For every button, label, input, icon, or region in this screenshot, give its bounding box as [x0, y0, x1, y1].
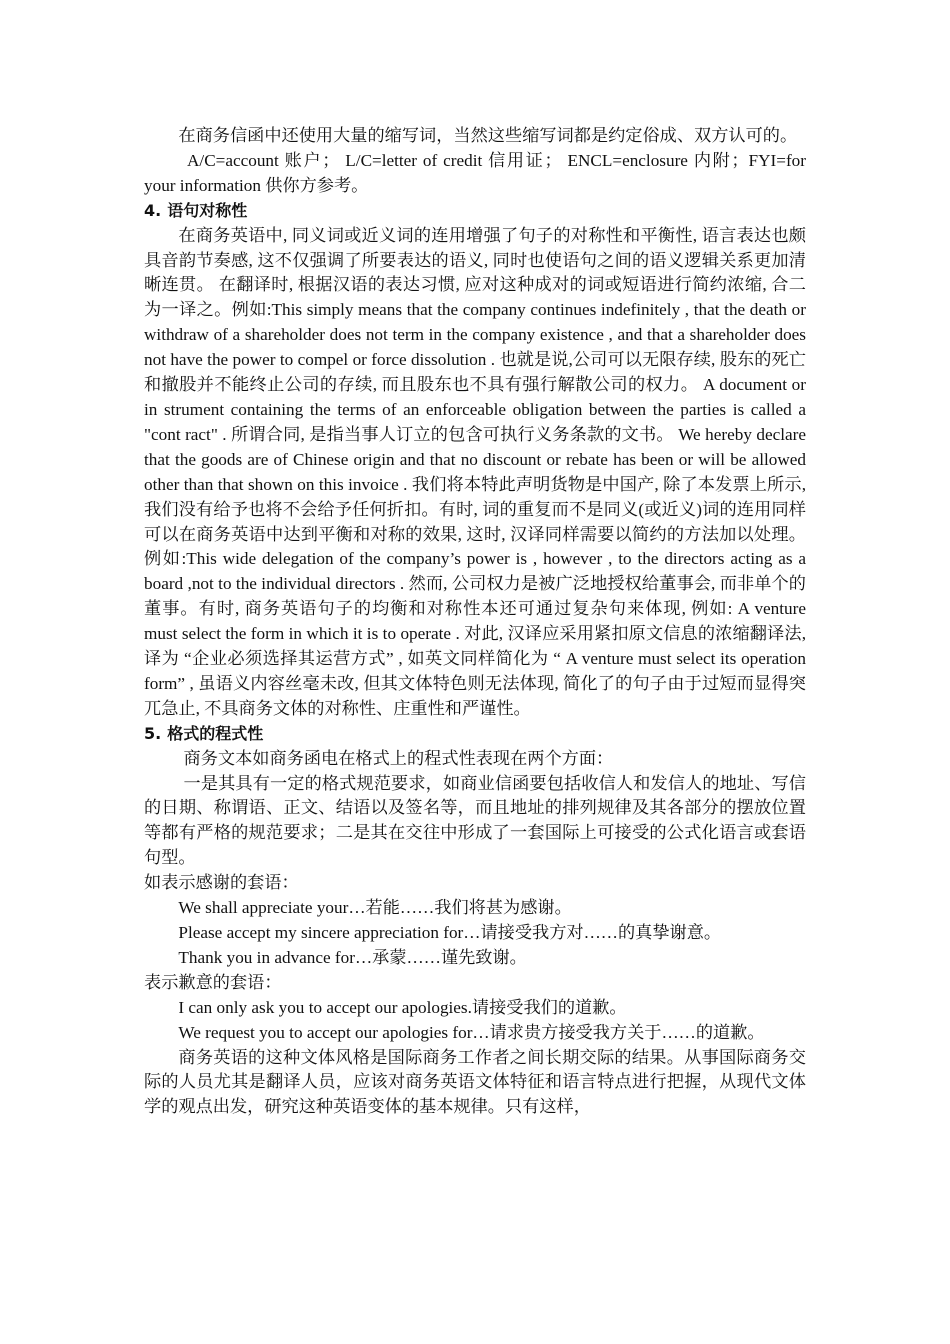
- document-page: [144, 124, 806, 1120]
- paragraph-format-intro: 商务文本如商务函电在格式上的程式性表现在两个方面：: [183, 748, 614, 768]
- phrase-thanks-1: We shall appreciate your…若能……我们将甚为感谢。: [178, 898, 572, 918]
- section-heading-4: [144, 199, 806, 224]
- section-title: 语句对称性: [167, 200, 248, 220]
- phrase-apology-2: We request you to accept our apologies for…请求贵方接受我方关于……的道歉。: [178, 1022, 765, 1042]
- paragraph-format-details: 一是其具有一定的格式规范要求，如商业信函要包括收信人和发信人的地址、写信的日期、称谓语、正文、结语以及签名等，而且地址的排列规律及其各部分的摆放位置等都有严格的规范要求；二是其在交往中形成了一套国际上可接受的公式化语言或套语句型。: [144, 773, 806, 868]
- section-title: 格式的程式性: [167, 723, 264, 743]
- phrase-thanks-2: Please accept my sincere appreciation for…请接受我方对……的真挚谢意。: [178, 923, 722, 942]
- section-heading-5: [144, 722, 806, 747]
- paragraph-conclusion: 商务英语的这种文体风格是国际商务工作者之间长期交际的结果。从事国际商务交际的人员尤其是翻译人员，应该对商务英语文体特征和语言特点进行把握，从现代文体学的观点出发，研究这种英语变体的基本规律。只有这样，: [144, 1047, 806, 1117]
- paragraph-thanks-label: 如表示感谢的套语：: [144, 873, 299, 893]
- phrase-thanks-3: Thank you in advance for…承蒙……谨先致谢。: [178, 947, 527, 967]
- section-number: 5.: [144, 723, 162, 743]
- paragraph-abbreviations-examples: A/C=account 账户； L/C=letter of credit 信用证； ENCL=enclosure 内附；FYI=for your information 供你方参考。: [144, 150, 806, 195]
- paragraph-apology-label: 表示歉意的套语：: [144, 972, 282, 992]
- paragraph-abbreviations-intro: 在商务信函中还使用大量的缩写词，当然这些缩写词都是约定俗成、双方认可的。: [178, 126, 798, 145]
- section-number: 4.: [144, 200, 162, 220]
- phrase-apology-1: I can only ask you to accept our apologies.请接受我们的道歉。: [178, 997, 627, 1017]
- paragraph-symmetry: 在商务英语中, 同义词或近义词的连用增强了句子的对称性和平衡性, 语言表达也颇具音韵节奏感, 这不仅强调了所要表达的语义, 同时也使语句之间的语义逻辑关系更加清晰连贯。 在翻译时, 根据汉语的表达习惯, 应对这种成对的词或短语进行简约浓缩, 合二为一译之。例如:This simply means that the company continues indefinitely , that the death or withdraw of a shareholder does not term in the company existence , and that a shareholder does not have the power to compel or force dissolution . 也就是说,公司可以无限存续, 股东的死亡和撤股并不能终止公司的存续, 而且股东也不具有强行解散公司的权力。 A document or in strument containing the terms of an enforceable obligation between the parties is called a "cont ract" . 所谓合同, 是指当事人订立的包含可执行义务条款的文书。 We hereby declare that the goods are of Chinese origin and that no discount or rebate has been or will be allowed other than that shown on this invoice . 我们将本特此声明货物是中国产, 除了本发票上所示, 我们没有给予也将不会给予任何折扣。有时, 词的重复而不是同义(或近义)词的连用同样可以在商务英语中达到平衡和对称的效果, 这时, 汉译同样需要以简约的方法加以处理。例如:This wide delegation of the company’s power is , however , to the directors acting as a board ,not to the individual directors . 然而, 公司权力是被广泛地授权给董事会, 而非单个的董事。有时, 商务英语句子的均衡和对称性本还可通过复杂句来体现, 例如: A venture must select the form in which it is to operate . 对此, 汉译应采用紧扣原文信息的浓缩翻译法, 译为 “企业必须选择其运营方式” , 如英文同样简化为 “ A venture must select its operation form” , 虽语义内容丝毫未改, 但其文体特色则无法体现, 简化了的句子由于过短而显得突兀急止, 不具商务文体的对称性、庄重性和严谨性。: [144, 225, 806, 718]
